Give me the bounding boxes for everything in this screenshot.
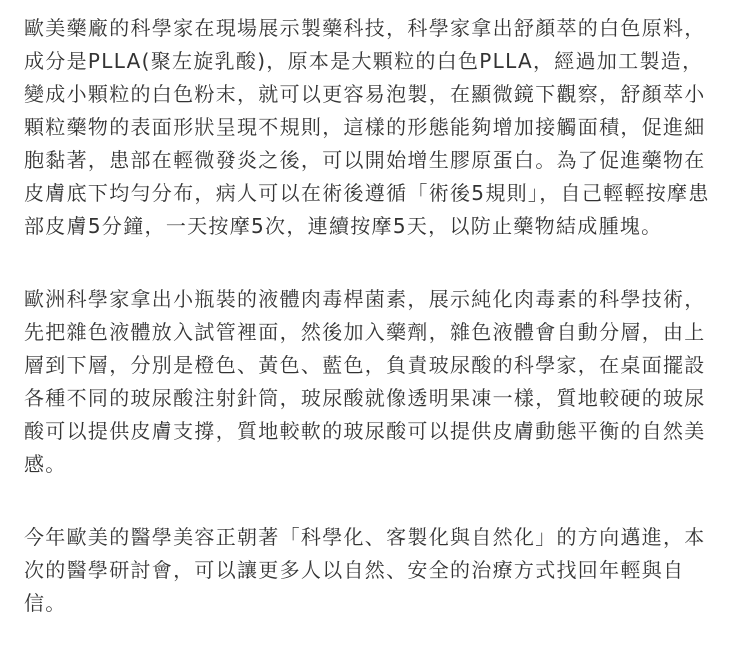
article-body	[24, 12, 724, 620]
article-paragraph-1: 歐美藥廠的科學家在現場展示製藥科技，科學家拿出舒顏萃的白色原料，成分是PLLA(聚左旋乳酸)，原本是大顆粒的白色PLLA，經過加工製造，變成小顆粒的白色粉末，就可以更容易泡製，在顯微鏡下觀察，舒顏萃小顆粒藥物的表面形狀呈現不規則，這樣的形態能夠增加接觸面積，促進細胞黏著，患部在輕微發炎之後，可以開始增生膠原蛋白。為了促進藥物在皮膚底下均勻分布，病人可以在術後遵循「術後5規則」，自己輕輕按摩患部皮膚5分鐘，一天按摩5次，連續按摩5天，以防止藥物結成腫塊。	[24, 16, 710, 238]
article-paragraph-3: 今年歐美的醫學美容正朝著「科學化、客製化與自然化」的方向邁進，本次的醫學研討會，可以讓更多人以自然、安全的治療方式找回年輕與自信。	[24, 525, 706, 615]
article-paragraph-2: 歐洲科學家拿出小瓶裝的液體肉毒桿菌素，展示純化肉毒素的科學技術，先把雜色液體放入試管裡面，然後加入藥劑，雜色液體會自動分層，由上層到下層，分別是橙色、黃色、藍色，負責玻尿酸的科學家，在桌面擺設各種不同的玻尿酸注射針筒，玻尿酸就像透明果凍一樣，質地較硬的玻尿酸可以提供皮膚支撐，質地較軟的玻尿酸可以提供皮膚動態平衡的自然美感。	[24, 287, 706, 476]
